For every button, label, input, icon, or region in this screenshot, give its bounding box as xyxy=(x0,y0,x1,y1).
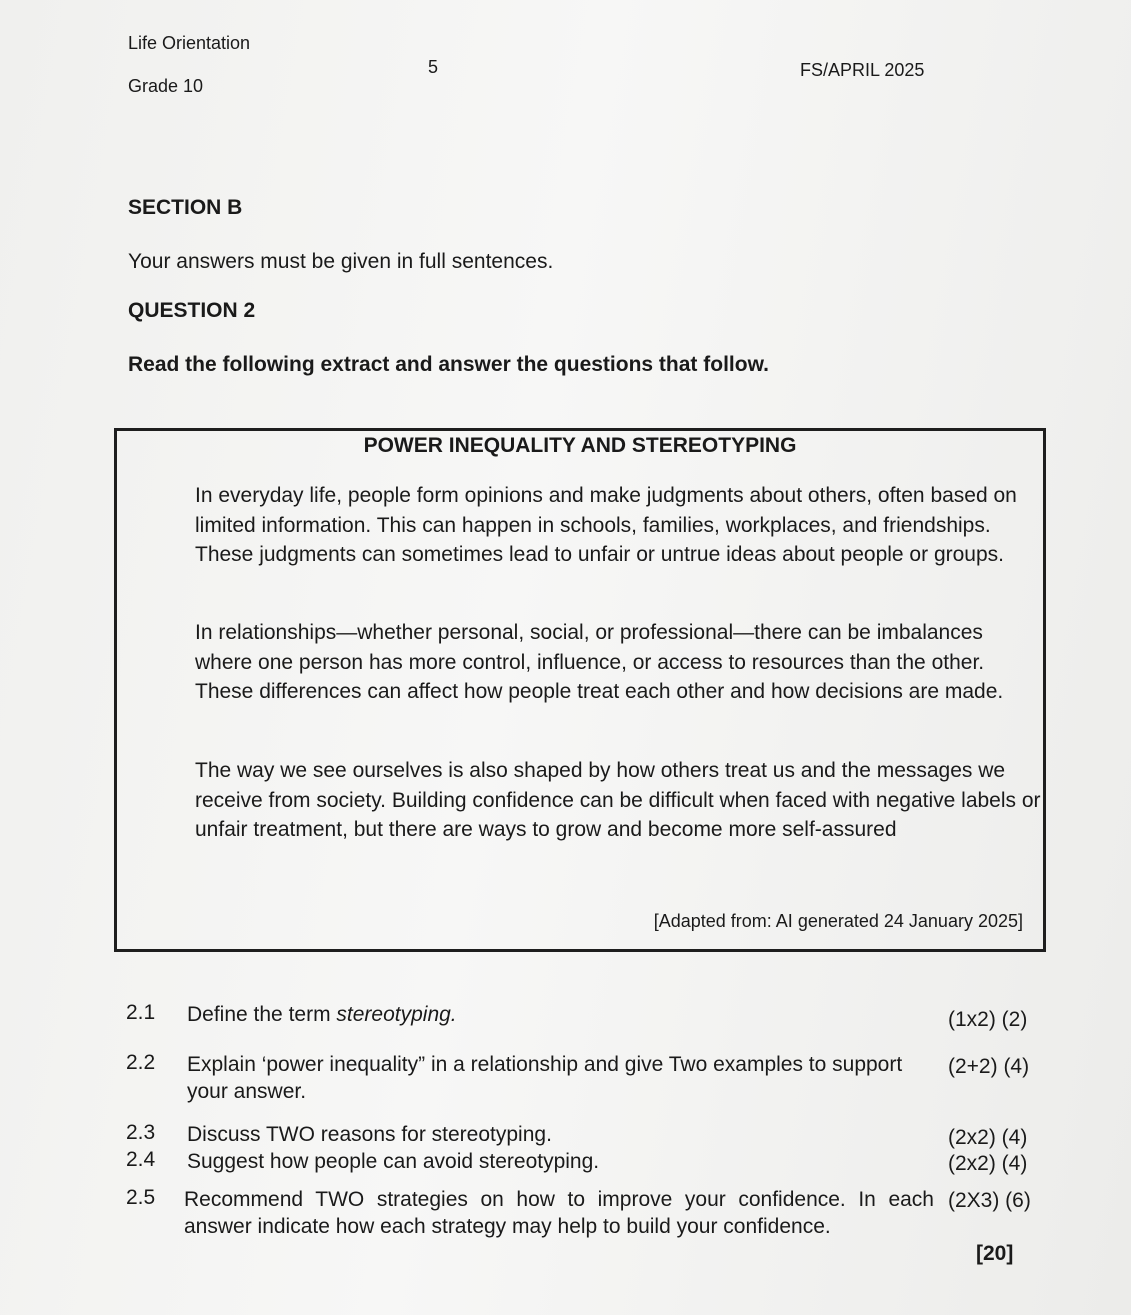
extract-title: POWER INEQUALITY AND STEREOTYPING xyxy=(363,434,797,457)
extract-paragraph: In relationships—whether personal, social, or professional—there can be imbalances where one person has more control, influence, or access to resources than the other. These differences can affect how people treat each other and how decisions are made. xyxy=(195,621,1004,703)
question-number: 2.4 xyxy=(126,1148,156,1171)
paper-code: FS/APRIL 2025 xyxy=(800,60,925,80)
question-text: Discuss TWO reasons for stereotyping. xyxy=(187,1123,552,1146)
question-number: 2.2 xyxy=(126,1051,156,1074)
question-text-plain: Define the term xyxy=(187,1003,337,1026)
total-marks: [20] xyxy=(976,1242,1014,1265)
question-text: Suggest how people can avoid stereotyping. xyxy=(187,1150,600,1173)
section-title: SECTION B xyxy=(128,196,243,219)
question-text: Explain ‘power inequality” in a relationship and give Two examples to support your answer. xyxy=(187,1053,903,1103)
instruction-text: Your answers must be given in full sentences. xyxy=(128,250,554,273)
read-instruction: Read the following extract and answer the questions that follow. xyxy=(128,353,769,376)
subject-label: Life Orientation xyxy=(128,33,251,53)
question-marks: (1x2) (2) xyxy=(948,1008,1028,1031)
question-text: Recommend TWO strategies on how to improve your confidence. In each answer indicate how each strategy may help to build your confidence. xyxy=(184,1188,934,1238)
extract-paragraph: The way we see ourselves is also shaped by how others treat us and the messages we receive from society. Building confidence can be difficult when faced with negative labels or unfair treatment, but there are ways to grow and become more self-assured xyxy=(195,759,1041,841)
extract-box xyxy=(114,428,1046,952)
question-marks: (2x2) (4) xyxy=(948,1152,1028,1175)
question-number: 2.3 xyxy=(126,1121,156,1144)
question-number: 2.5 xyxy=(126,1186,156,1209)
grade-label: Grade 10 xyxy=(128,76,204,96)
question-marks: (2X3) (6) xyxy=(948,1189,1031,1212)
question-title: QUESTION 2 xyxy=(128,299,256,322)
question-marks: (2x2) (4) xyxy=(948,1126,1028,1149)
question-text xyxy=(187,1001,457,1028)
extract-source: [Adapted from: AI generated 24 January 2025] xyxy=(653,911,1023,931)
question-term-italic: stereotyping. xyxy=(336,1003,457,1026)
question-marks: (2+2) (4) xyxy=(948,1055,1030,1078)
extract-paragraph: In everyday life, people form opinions and make judgments about others, often based on limited information. This can happen in schools, families, workplaces, and friendships. These judgments can sometimes lead to unfair or untrue ideas about people or groups. xyxy=(195,484,1017,566)
page-number: 5 xyxy=(428,57,439,77)
question-number: 2.1 xyxy=(126,1001,156,1024)
